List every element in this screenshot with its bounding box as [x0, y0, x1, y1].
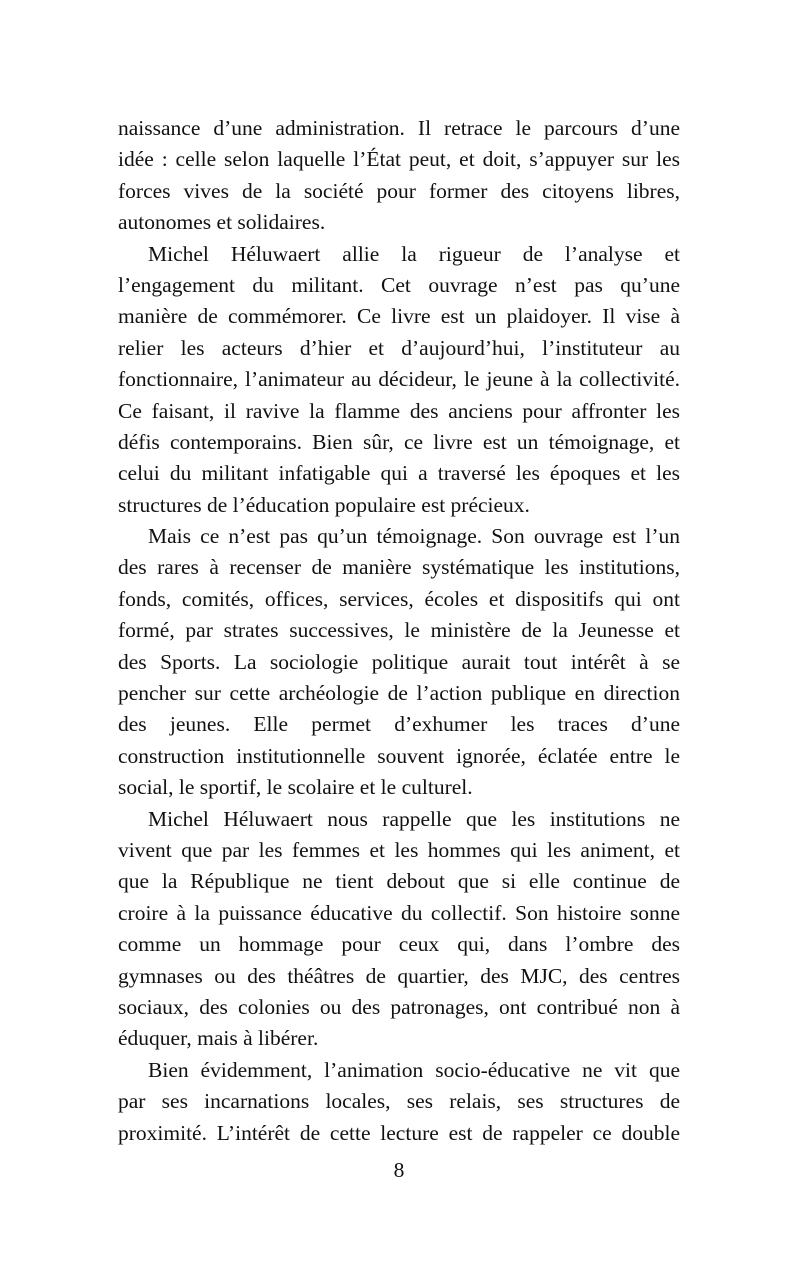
text-line: manière de commémorer. Ce livre est un plaidoyer. Il vise à	[118, 304, 680, 329]
text-line: pencher sur cette archéologie de l’action publique en direction	[118, 681, 680, 706]
text-line: comme un hommage pour ceux qui, dans l’ombre des	[118, 932, 680, 957]
text-line: celui du militant infatigable qui a traversé les époques et les	[118, 461, 680, 486]
paragraph	[118, 113, 680, 239]
text-line: forces vives de la société pour former des citoyens libres,	[118, 178, 680, 203]
text-line: naissance d’une administration. Il retrace le parcours d’une	[118, 116, 680, 140]
text-line: construction institutionnelle souvent ignorée, éclatée entre le	[118, 743, 680, 768]
text-line: des Sports. La sociologie politique aurait tout intérêt à se	[118, 649, 680, 674]
text-line: que la République ne tient debout que si elle continue de	[118, 869, 680, 894]
text-line: défis contemporains. Bien sûr, ce livre est un témoignage, et	[118, 429, 680, 454]
paragraph	[118, 804, 680, 1055]
text-line: social, le sportif, le scolaire et le culturel.	[118, 775, 473, 800]
text-line: Bien évidemment, l’animation socio-éducative ne vit que	[148, 1057, 680, 1082]
body-text	[118, 113, 680, 1149]
text-line: éduquer, mais à libérer.	[118, 1026, 319, 1051]
page-number: 8	[393, 1158, 405, 1182]
text-line: Michel Héluwaert nous rappelle que les institutions ne	[148, 806, 680, 831]
text-line: vivent que par les femmes et les hommes qui les animent, et	[118, 837, 680, 862]
paragraph	[118, 1055, 680, 1149]
text-line: fonctionnaire, l’animateur au décideur, le jeune à la collectivité.	[118, 367, 680, 392]
text-line: structures de l’éducation populaire est précieux.	[118, 492, 530, 517]
text-line: par ses incarnations locales, ses relais, ses structures de	[118, 1089, 680, 1114]
text-line: idée : celle selon laquelle l’État peut, et doit, s’appuyer sur les	[118, 147, 680, 172]
text-line: des jeunes. Elle permet d’exhumer les traces d’une	[118, 712, 680, 737]
text-line: sociaux, des colonies ou des patronages, ont contribué non à	[118, 994, 680, 1019]
text-line: proximité. L’intérêt de cette lecture est de rappeler ce double	[118, 1120, 680, 1145]
text-line: fonds, comités, offices, services, écoles et dispositifs qui ont	[118, 586, 680, 611]
paragraph	[118, 239, 680, 522]
text-line: relier les acteurs d’hier et d’aujourd’hui, l’instituteur au	[118, 335, 680, 360]
text-line: autonomes et solidaires.	[118, 210, 326, 235]
text-line: Ce faisant, il ravive la flamme des anciens pour affronter les	[118, 398, 680, 423]
text-line: croire à la puissance éducative du collectif. Son histoire sonne	[118, 900, 680, 925]
paragraph	[118, 521, 680, 804]
text-line: gymnases ou des théâtres de quartier, des MJC, des centres	[118, 963, 680, 988]
text-line: formé, par strates successives, le ministère de la Jeunesse et	[118, 618, 680, 643]
text-line: Mais ce n’est pas qu’un témoignage. Son ouvrage est l’un	[148, 524, 680, 549]
text-line: l’engagement du militant. Cet ouvrage n’est pas qu’une	[118, 272, 680, 297]
text-line: Michel Héluwaert allie la rigueur de l’analyse et	[148, 241, 680, 266]
text-line: des rares à recenser de manière systématique les institutions,	[118, 555, 680, 580]
